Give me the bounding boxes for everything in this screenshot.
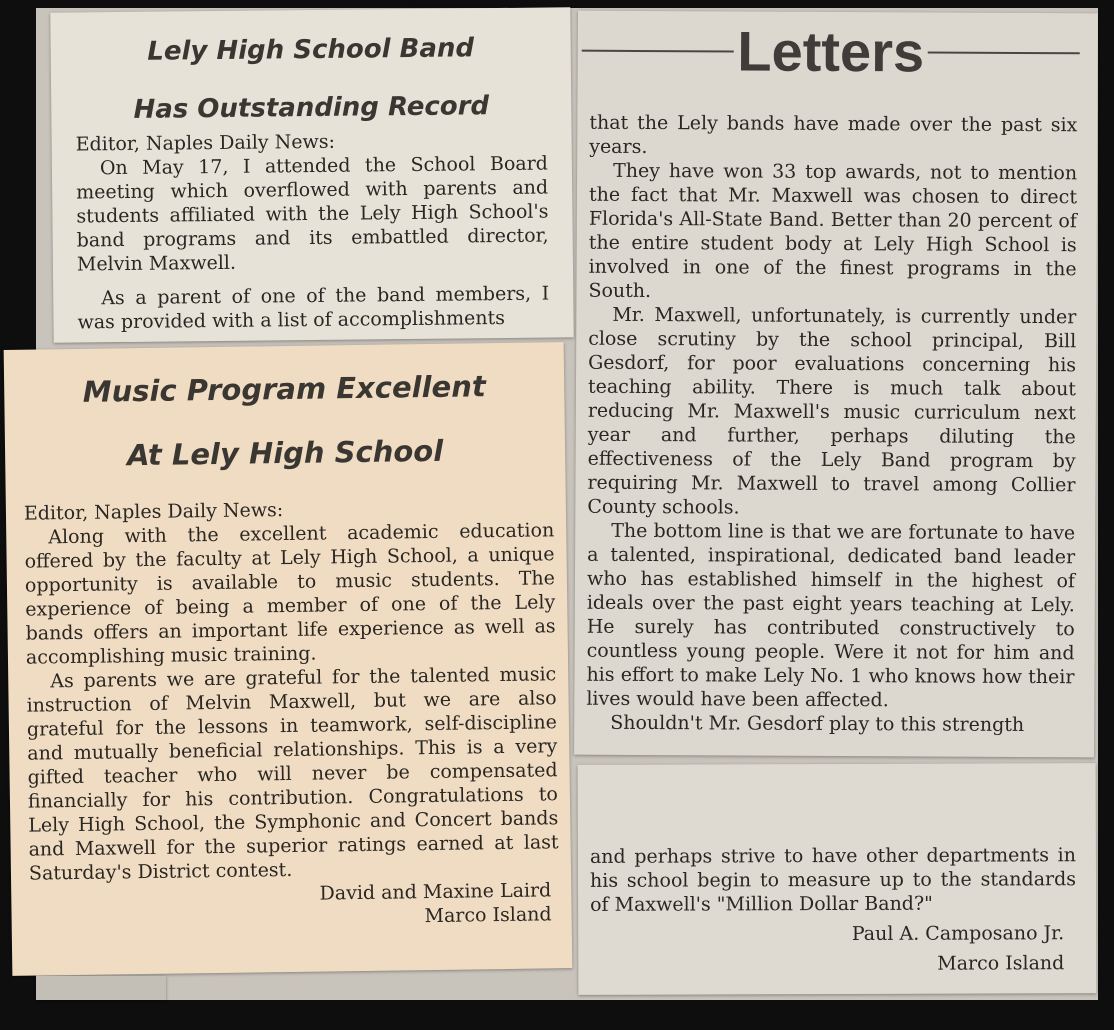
paragraph: and perhaps strive to have other departments in his school begin to measure up to the standards of Maxwell's "Million Dollar Band?": [589, 844, 1077, 916]
paragraph: that the Lely bands have made over the past six years.: [589, 111, 1078, 159]
signature-name: Paul A. Camposano Jr.: [851, 922, 1065, 945]
header-rule-left: [582, 50, 734, 53]
paragraph: Along with the excellent academic education offered by the faculty at Lely High School, a unique opportunity is available to music students. The experience of being a member of one of the Lely bands offers an important life experience as well as accomplishing music training.: [24, 519, 556, 669]
paragraph: As a parent of one of the band members, I was provided with a list of accomplishments: [77, 282, 550, 334]
paragraph: They have won 33 top awards, not to mention the fact that Mr. Maxwell was chosen to direct Florida's All-State Band. Better than 20 percent of the entire student body at Lely High School is involved in one of the finest programs in the South.: [588, 159, 1078, 303]
clipping-music-program: [4, 342, 573, 976]
paragraph: Mr. Maxwell, unfortunately, is currently under close scrutiny by the school principal, Bill Gesdorf, for poor evaluations concerning his teaching ability. There is much talk about reducing Mr. Maxwell's music curriculum next year and further, perhaps diluting the effectiveness of the Lely Band program by requiring Mr. Maxwell to travel among Collier County schools.: [587, 303, 1077, 519]
letters-section-header: [578, 11, 1098, 86]
headline-line-1: Lely High School Band: [147, 33, 475, 67]
signature-name: David and Maxine Laird: [319, 879, 552, 905]
letter-body: [6, 494, 572, 934]
salutation: Editor, Naples Daily News:: [23, 499, 284, 525]
clipping-letters-column: [574, 11, 1098, 758]
letter-body: [52, 127, 574, 334]
signature-place: Marco Island: [937, 952, 1065, 975]
section-title: Letters: [737, 19, 925, 84]
paragraph: The bottom line is that we are fortunate to have a talented, inspirational, dedicated band leader who has established himself in the highest of ideals over the past eight years teaching at Lely. He surely has contributed constructively to countless young people. Were it not for him and his effort to make Lely No. 1 who knows how their lives would have been affected.: [586, 519, 1076, 712]
signature-place: Marco Island: [424, 903, 552, 928]
paragraph: As parents we are grateful for the talented music instruction of Melvin Maxwell, but we are also grateful for the lessons in teamwork, self-discipline and mutually beneficial relationships. This is a very gifted teacher who will never be compensated financially for his contribution. Congratulations to Lely High School, the Symphonic and Concert bands and Maxwell for the superior ratings earned at last Saturday's District contest.: [26, 663, 559, 885]
headline-line-2: Has Outstanding Record: [133, 91, 490, 125]
letter-body: [578, 843, 1096, 977]
paragraph: Shouldn't Mr. Gesdorf play to this strength: [610, 711, 1025, 736]
partial-clipping-edge: [36, 976, 166, 1000]
paragraph: On May 17, I attended the School Board meeting which overflowed with parents and students affiliated with the Lely High School's band programs and its embattled director, Melvin Maxwell.: [76, 152, 549, 276]
clipping-band-record: [50, 7, 573, 342]
salutation: Editor, Naples Daily News:: [75, 130, 336, 156]
letter-body: [574, 111, 1097, 738]
headline-line-2: At Lely High School: [126, 433, 444, 473]
clipping-letter-continuation: [578, 763, 1097, 995]
headline-line-1: Music Program Excellent: [82, 369, 486, 409]
header-rule-right: [928, 51, 1080, 54]
